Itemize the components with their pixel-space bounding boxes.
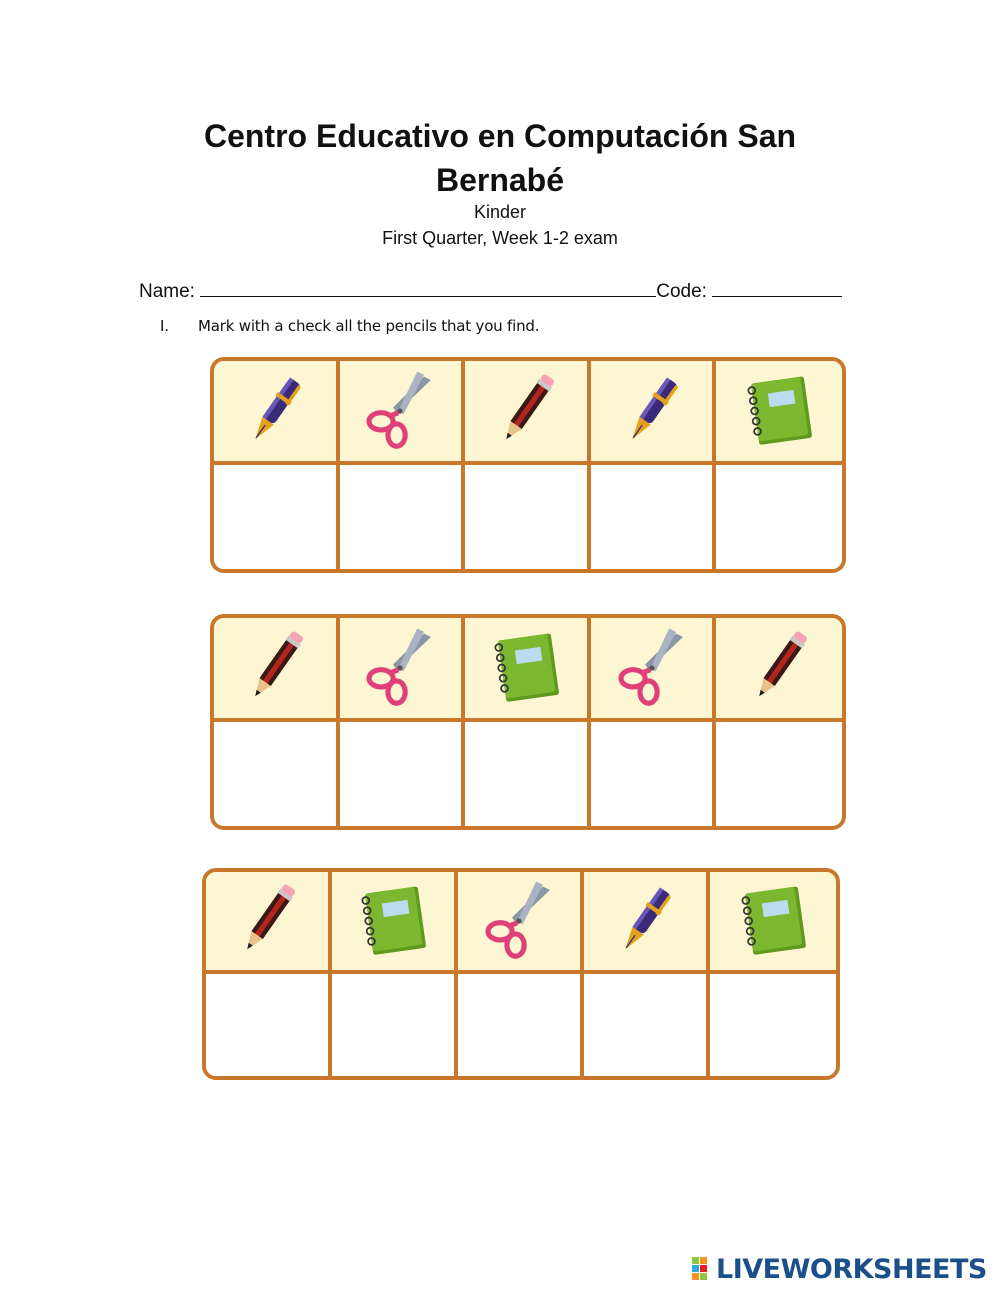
scissors-icon <box>476 878 562 964</box>
notebook-icon <box>730 878 816 964</box>
level-label: Kinder <box>473 202 527 222</box>
answer-box[interactable] <box>465 465 591 569</box>
pen-icon <box>609 368 695 454</box>
picture-cell <box>710 872 836 974</box>
code-field[interactable] <box>712 278 842 297</box>
picture-cell <box>214 361 340 465</box>
answer-box[interactable] <box>465 722 591 826</box>
picture-cell <box>458 872 584 974</box>
answer-box[interactable] <box>340 465 466 569</box>
item-grid-3 <box>202 868 840 1080</box>
answer-box[interactable] <box>214 465 340 569</box>
answer-box[interactable] <box>591 722 717 826</box>
instruction <box>160 317 539 335</box>
picture-cell <box>716 618 842 722</box>
brand-text: LIVEWORKSHEETS <box>716 1253 987 1285</box>
exam-label: First Quarter, Week 1-2 exam <box>382 228 618 248</box>
pencil-icon <box>224 878 310 964</box>
pen-icon <box>232 368 318 454</box>
answer-box[interactable] <box>214 722 340 826</box>
scissors-icon <box>609 625 695 711</box>
liveworksheets-mark-icon <box>692 1257 716 1281</box>
answer-box[interactable] <box>710 974 836 1076</box>
picture-cell <box>332 872 458 974</box>
liveworksheets-logo <box>692 1252 987 1286</box>
picture-cell <box>340 361 466 465</box>
instruction-number: I. <box>160 317 169 335</box>
name-code-bar <box>139 278 842 303</box>
picture-cell <box>716 361 842 465</box>
item-grid-2 <box>210 614 846 830</box>
picture-cell <box>591 361 717 465</box>
answer-box[interactable] <box>206 974 332 1076</box>
picture-cell <box>340 618 466 722</box>
picture-cell <box>465 361 591 465</box>
picture-cell <box>206 872 332 974</box>
answer-box[interactable] <box>458 974 584 1076</box>
answer-box[interactable] <box>340 722 466 826</box>
code-label: Code: <box>656 281 707 302</box>
answer-box[interactable] <box>584 974 710 1076</box>
scissors-icon <box>357 368 443 454</box>
pencil-icon <box>736 625 822 711</box>
title-line-2: Bernabé <box>435 162 565 198</box>
picture-cell <box>465 618 591 722</box>
pencil-icon <box>232 625 318 711</box>
pencil-icon <box>483 368 569 454</box>
answer-box[interactable] <box>332 974 458 1076</box>
page-title <box>150 114 850 202</box>
title-line-1: Centro Educativo en Computación San <box>203 118 797 154</box>
notebook-icon <box>483 625 569 711</box>
notebook-icon <box>736 368 822 454</box>
answer-box[interactable] <box>591 465 717 569</box>
instruction-text: Mark with a check all the pencils that you find. <box>198 317 540 335</box>
item-grid-1 <box>210 357 846 573</box>
picture-cell <box>584 872 710 974</box>
answer-box[interactable] <box>716 722 842 826</box>
pen-icon <box>602 878 688 964</box>
scissors-icon <box>357 625 443 711</box>
picture-cell <box>214 618 340 722</box>
name-field[interactable] <box>200 278 656 297</box>
picture-cell <box>591 618 717 722</box>
notebook-icon <box>350 878 436 964</box>
answer-box[interactable] <box>716 465 842 569</box>
name-label: Name: <box>139 281 195 302</box>
